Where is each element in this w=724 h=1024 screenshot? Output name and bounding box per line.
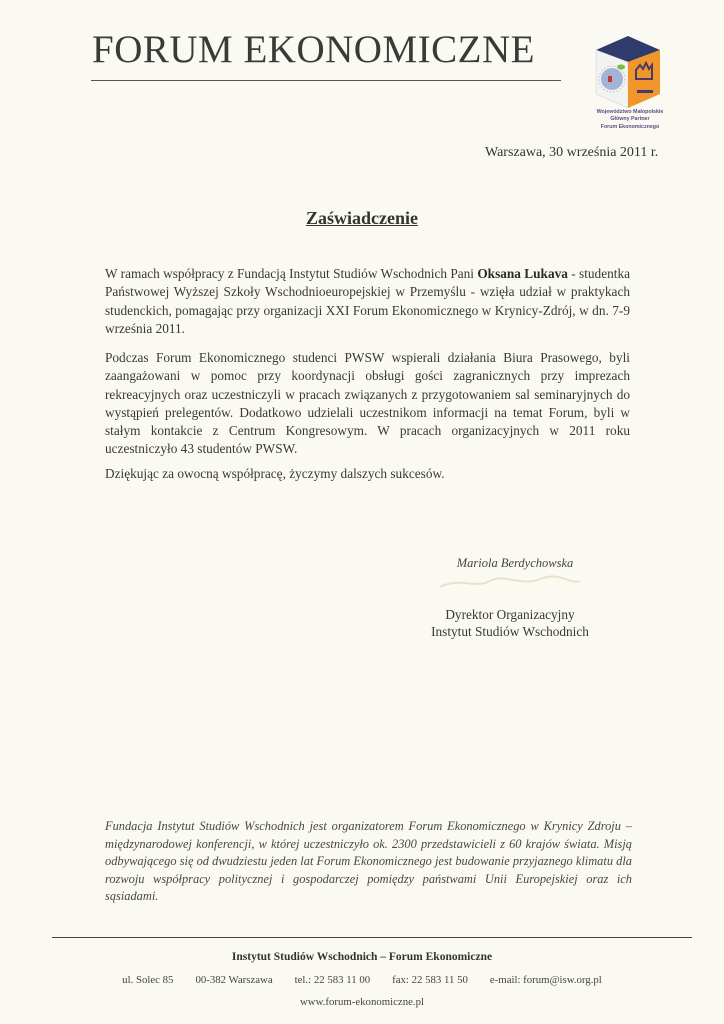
letter-date: Warszawa, 30 września 2011 r. <box>485 145 659 160</box>
paragraph-1 <box>105 265 630 338</box>
footer-website-link[interactable]: www.forum-ekonomiczne.pl <box>299 996 425 1008</box>
student-name: Oksana Lukava <box>477 266 568 281</box>
footer-email[interactable]: e-mail: forum@isw.org.pl <box>489 974 602 986</box>
paragraph-1-rest: - studentka Państwowej Wyższej Szkoły Wschodnioeuropejskiej w Przemyślu - wzięła udział w praktykach studenckich, pomagając przy organizacji XXI Forum Ekonomicznego w Krynicy-Zdrój, w dn. 7-9 września 2011. <box>105 266 630 336</box>
logo-caption-line: Województwo Małopolskie <box>596 109 664 115</box>
footer-address: ul. Solec 85 <box>122 974 174 986</box>
handwritten-signature <box>430 573 590 593</box>
footer-postal: 00-382 Warszawa <box>195 974 273 986</box>
logo-caption <box>585 109 675 131</box>
signatory-name: Mariola Berdychowska <box>456 556 574 570</box>
document-title: Zaświadczenie <box>306 208 418 228</box>
footer-fax: fax: 22 583 11 50 <box>392 974 468 986</box>
logo-caption-line: Forum Ekonomicznego <box>600 123 660 130</box>
footer-divider <box>52 937 692 938</box>
letterhead-title: FORUM EKONOMICZNE <box>92 28 535 71</box>
paragraph-3: Dziękując za owocną współpracę, życzymy dalszych sukcesów. <box>105 466 445 481</box>
signatory-organization: Instytut Studiów Wschodnich <box>431 624 589 639</box>
paragraph-1-intro: W ramach współpracy z Fundacją Instytut Studiów Wschodnich Pani <box>105 266 478 281</box>
organization-note: Fundacja Instytut Studiów Wschodnich jest organizatorem Forum Ekonomicznego w Krynicy Zdroju – międzynarodowej konferencji, w której uczestniczyło ok. 2300 przedstawicieli z 60 krajów świata. Misją odbywającego się od dwudziestu jeden lat Forum Ekonomicznego jest budowanie przyjaznego klimatu dla rozwoju współpracy politycznej i gospodarczej pomiędzy państwami Unii Europejskiej oraz ich sąsiadami. <box>105 819 632 903</box>
footer-phone: tel.: 22 583 11 00 <box>294 974 371 986</box>
logo-caption-line: Główny Partner <box>610 116 650 123</box>
footer-contacts <box>0 974 724 986</box>
paragraph-2: Podczas Forum Ekonomicznego studenci PWSW wspierali działania Biura Prasowego, byli zaangażowani w pomoc przy koordynacji obsługi gości zagranicznych przy imprezach rekreacyjnych oraz uczestniczyli w pracach związanych z przygotowaniem sal seminaryjnych do wystąpień prelegentów. Dodatkowo udzielali uczestnikom informacji na temat Forum, byli w stałym kontakcie z Centrum Kongresowym. W pracach organizacyjnych w 2011 roku uczestniczyło 43 studentów PWSW. <box>105 350 630 457</box>
signatory-role <box>400 606 620 640</box>
signatory-title: Dyrektor Organizacyjny <box>445 607 575 622</box>
malopolska-cube-logo-icon <box>588 32 668 112</box>
letterhead-divider <box>91 80 561 81</box>
footer-organization: Instytut Studiów Wschodnich – Forum Ekonomiczne <box>231 951 493 963</box>
